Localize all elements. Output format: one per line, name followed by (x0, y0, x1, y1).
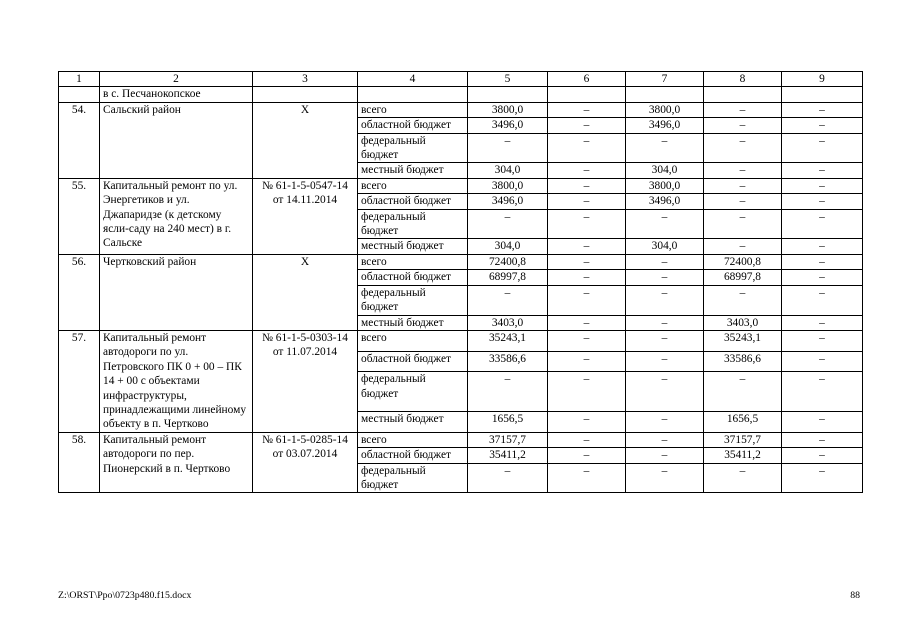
header-cell: 7 (626, 72, 704, 87)
value-cell: – (626, 209, 704, 239)
value-cell: – (548, 209, 626, 239)
funding-source-row-regional: областной бюджет (358, 351, 468, 372)
funding-source-row-federal: федеральный бюджет (358, 133, 468, 163)
value-cell: – (704, 133, 782, 163)
value-cell: – (548, 448, 626, 463)
value-cell: 35243,1 (468, 330, 548, 351)
value-cell: – (626, 432, 704, 447)
document-cell: Х (253, 254, 358, 330)
value-cell: – (782, 133, 863, 163)
document-cell: № 61-1-5-0547-14 от 14.11.2014 (253, 178, 358, 254)
value-cell: – (548, 102, 626, 117)
value-cell: 3800,0 (468, 102, 548, 117)
funding-source-row-federal: федеральный бюджет (358, 285, 468, 315)
footer-file-path: Z:\ORST\Ppo\0723p480.f15.docx (58, 590, 192, 601)
value-cell: – (626, 448, 704, 463)
value-cell: 33586,6 (468, 351, 548, 372)
footer-page-number: 88 (850, 590, 860, 601)
value-cell: – (468, 133, 548, 163)
value-cell: – (548, 178, 626, 193)
header-row (59, 72, 863, 87)
value-cell: – (704, 194, 782, 209)
value-cell: 304,0 (468, 239, 548, 254)
value-cell: 304,0 (468, 163, 548, 178)
value-cell: 1656,5 (468, 412, 548, 433)
value-cell: – (548, 118, 626, 133)
value-cell: – (548, 412, 626, 433)
document-cell: № 61-1-5-0285-14 от 03.07.2014 (253, 432, 358, 493)
value-cell: – (548, 239, 626, 254)
object-name-cell: Капитальный ремонт автодороги по ул. Петровского ПК 0 + 00 – ПК 14 + 00 с объектами инфраструктуры, принадлежащими линейному объекту в п. Чертково (100, 330, 253, 432)
table-row (59, 432, 863, 447)
value-cell: – (626, 412, 704, 433)
value-cell: – (468, 463, 548, 493)
header-cell: 3 (253, 72, 358, 87)
value-cell: – (468, 372, 548, 412)
funding-source-row-federal: федеральный бюджет (358, 372, 468, 412)
value-cell (704, 87, 782, 102)
funding-source-row-local: местный бюджет (358, 239, 468, 254)
table-row (59, 178, 863, 193)
value-cell: 304,0 (626, 163, 704, 178)
funding-source-row-regional: областной бюджет (358, 270, 468, 285)
value-cell: – (782, 285, 863, 315)
value-cell: – (548, 463, 626, 493)
funding-source-row-local: местный бюджет (358, 163, 468, 178)
value-cell: – (548, 133, 626, 163)
header-cell: 8 (704, 72, 782, 87)
value-cell: – (782, 315, 863, 330)
value-cell: – (782, 270, 863, 285)
value-cell: – (548, 351, 626, 372)
value-cell: – (548, 432, 626, 447)
row-number-cell (59, 87, 100, 102)
value-cell: 68997,8 (704, 270, 782, 285)
header-cell: 9 (782, 72, 863, 87)
value-cell (782, 87, 863, 102)
value-cell: – (626, 351, 704, 372)
value-cell: 3800,0 (626, 102, 704, 117)
document-cell: № 61-1-5-0303-14 от 11.07.2014 (253, 330, 358, 432)
value-cell: – (704, 239, 782, 254)
header-cell: 5 (468, 72, 548, 87)
value-cell: – (548, 194, 626, 209)
value-cell: – (782, 102, 863, 117)
value-cell: – (626, 270, 704, 285)
funding-source-row-federal: федеральный бюджет (358, 463, 468, 493)
value-cell: 37157,7 (468, 432, 548, 447)
funding-source-row-regional: областной бюджет (358, 118, 468, 133)
value-cell: – (548, 285, 626, 315)
value-cell: 72400,8 (704, 254, 782, 269)
funding-source-row-federal: федеральный бюджет (358, 209, 468, 239)
value-cell: – (704, 209, 782, 239)
table-row (59, 102, 863, 117)
value-cell: – (782, 194, 863, 209)
value-cell: – (782, 463, 863, 493)
value-cell: – (548, 163, 626, 178)
value-cell: – (704, 118, 782, 133)
document-cell: Х (253, 102, 358, 178)
funding-source-row-total: всего (358, 254, 468, 269)
value-cell: 33586,6 (704, 351, 782, 372)
value-cell: 3496,0 (626, 194, 704, 209)
value-cell: 35411,2 (468, 448, 548, 463)
value-cell: – (704, 372, 782, 412)
value-cell: – (626, 463, 704, 493)
value-cell: 3496,0 (468, 118, 548, 133)
value-cell: – (548, 254, 626, 269)
value-cell (468, 87, 548, 102)
value-cell: – (468, 285, 548, 315)
value-cell: – (468, 209, 548, 239)
row-number-cell: 56. (59, 254, 100, 330)
value-cell: – (548, 372, 626, 412)
object-name-cell: Чертковский район (100, 254, 253, 330)
value-cell: 35411,2 (704, 448, 782, 463)
value-cell: – (626, 285, 704, 315)
value-cell: – (782, 432, 863, 447)
table-row (59, 254, 863, 269)
funding-source-row-local: местный бюджет (358, 412, 468, 433)
object-name-cell: Сальский район (100, 102, 253, 178)
header-cell: 4 (358, 72, 468, 87)
value-cell: – (782, 118, 863, 133)
value-cell (548, 87, 626, 102)
object-name-cell: Капитальный ремонт по ул. Энергетиков и ул. Джапаридзе (к детскому ясли-саду на 240 мест) в г. Сальске (100, 178, 253, 254)
value-cell: – (704, 163, 782, 178)
value-cell: – (782, 448, 863, 463)
value-cell: 3800,0 (626, 178, 704, 193)
value-cell: 37157,7 (704, 432, 782, 447)
value-cell: – (548, 270, 626, 285)
value-cell: – (704, 102, 782, 117)
table-body (59, 72, 863, 493)
value-cell: 35243,1 (704, 330, 782, 351)
value-cell: – (782, 239, 863, 254)
funding-source-row-total: всего (358, 432, 468, 447)
value-cell: 3403,0 (704, 315, 782, 330)
budget-table (58, 71, 863, 493)
value-cell: – (782, 209, 863, 239)
value-cell: – (704, 285, 782, 315)
value-cell: – (782, 351, 863, 372)
value-cell: – (782, 178, 863, 193)
header-cell: 1 (59, 72, 100, 87)
value-cell: – (704, 463, 782, 493)
value-cell: – (626, 372, 704, 412)
funding-source-row-regional: областной бюджет (358, 448, 468, 463)
value-cell: 1656,5 (704, 412, 782, 433)
value-cell (626, 87, 704, 102)
row-number-cell: 57. (59, 330, 100, 432)
value-cell: – (782, 254, 863, 269)
continuation-row (59, 87, 863, 102)
funding-source-row-regional: областной бюджет (358, 194, 468, 209)
value-cell: 3496,0 (468, 194, 548, 209)
value-cell: – (548, 330, 626, 351)
value-cell: 3403,0 (468, 315, 548, 330)
table-row (59, 330, 863, 351)
funding-source-row-total: всего (358, 330, 468, 351)
row-number-cell: 58. (59, 432, 100, 493)
funding-source-row-local: местный бюджет (358, 315, 468, 330)
document-cell (253, 87, 358, 102)
value-cell: 72400,8 (468, 254, 548, 269)
value-cell: 3496,0 (626, 118, 704, 133)
value-cell: 3800,0 (468, 178, 548, 193)
value-cell: – (782, 163, 863, 178)
header-cell: 2 (100, 72, 253, 87)
value-cell: 68997,8 (468, 270, 548, 285)
row-number-cell: 54. (59, 102, 100, 178)
value-cell: – (548, 315, 626, 330)
value-cell: – (626, 330, 704, 351)
funding-source-row-total: всего (358, 178, 468, 193)
value-cell: – (626, 133, 704, 163)
funding-source-row-total: всего (358, 102, 468, 117)
value-cell: – (782, 330, 863, 351)
value-cell: – (704, 178, 782, 193)
source-cell (358, 87, 468, 102)
value-cell: – (782, 412, 863, 433)
value-cell: – (782, 372, 863, 412)
value-cell: – (626, 315, 704, 330)
object-name-cell: в с. Песчанокопское (100, 87, 253, 102)
header-cell: 6 (548, 72, 626, 87)
object-name-cell: Капитальный ремонт автодороги по пер. Пионерский в п. Чертково (100, 432, 253, 493)
value-cell: 304,0 (626, 239, 704, 254)
row-number-cell: 55. (59, 178, 100, 254)
value-cell: – (626, 254, 704, 269)
